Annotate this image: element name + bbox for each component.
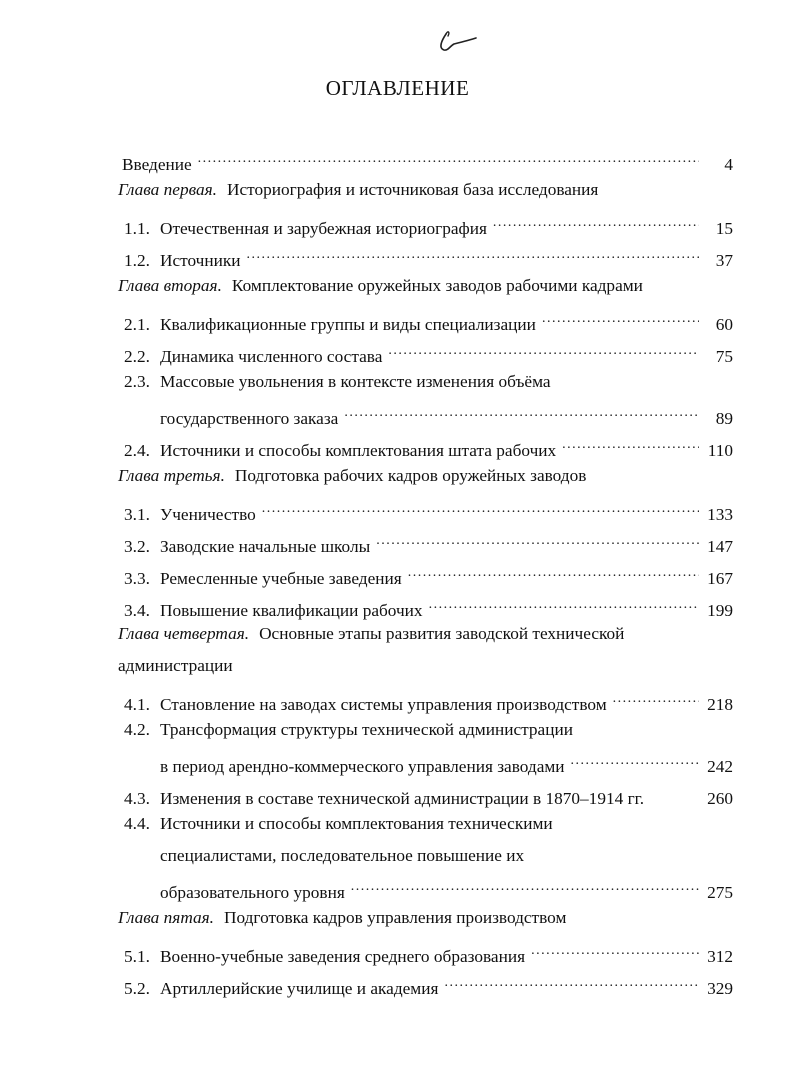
- section-number: 4.2.: [124, 720, 150, 739]
- entry-title: Становление на заводах системы управления производством: [160, 695, 607, 714]
- entry-page: 242: [707, 757, 733, 776]
- toc-entry: [124, 370, 733, 394]
- chapter-title: Комплектование оружейных заводов рабочими кадрами: [231, 276, 643, 295]
- section-number: 1.2.: [124, 251, 150, 270]
- entry-page: 15: [715, 219, 733, 238]
- entry-page: 110: [707, 441, 733, 460]
- section-number: 2.4.: [124, 441, 150, 460]
- dot-leader: [344, 400, 699, 424]
- entry-page: 312: [707, 947, 733, 966]
- entry-title: Ремесленные учебные заведения: [160, 569, 402, 588]
- dot-leader: [444, 970, 699, 994]
- chapter-title: Основные этапы развития заводской технической: [259, 624, 625, 643]
- toc-entry: [124, 528, 733, 556]
- dot-leader: [198, 146, 699, 170]
- toc-entry: [124, 686, 733, 714]
- section-number: 3.1.: [124, 505, 150, 524]
- entry-page: 60: [715, 315, 733, 334]
- section-number: 4.1.: [124, 695, 150, 714]
- toc-entry: [124, 242, 733, 270]
- entry-page: 133: [707, 505, 733, 524]
- chapter-heading-continuation: [118, 654, 233, 678]
- entry-title: Трансформация структуры технической администрации: [160, 720, 573, 739]
- chapter-heading: [118, 906, 566, 930]
- chapter-label: Глава первая.: [118, 180, 217, 199]
- section-number: 2.3.: [124, 372, 150, 391]
- entry-title: Введение: [122, 155, 192, 174]
- toc-entry: [124, 432, 733, 460]
- entry-title: Повышение квалификации рабочих: [160, 601, 423, 620]
- entry-page: 329: [707, 979, 733, 998]
- entry-title: Массовые увольнения в контексте изменения объёма: [160, 372, 551, 391]
- toc-entry-continuation: [160, 748, 733, 776]
- toc-entry: [124, 496, 733, 524]
- dot-leader: [262, 496, 699, 520]
- chapter-label: Глава вторая.: [118, 276, 222, 295]
- section-number: 2.2.: [124, 347, 150, 366]
- toc-entry-continuation: [160, 874, 733, 902]
- dot-leader: [408, 560, 699, 584]
- section-number: 3.2.: [124, 537, 150, 556]
- chapter-heading: [118, 464, 586, 488]
- dot-leader: [613, 686, 699, 710]
- entry-page: 275: [707, 883, 733, 902]
- dot-leader: [542, 306, 699, 330]
- dot-leader: [429, 592, 699, 616]
- entry-page: 89: [715, 409, 733, 428]
- dot-leader: [351, 874, 699, 898]
- entry-title: Изменения в составе технической администрации в 1870–1914 гг.: [160, 789, 645, 808]
- chapter-title: Подготовка кадров управления производством: [224, 908, 567, 927]
- toc-entry: [124, 718, 733, 742]
- toc-entry: [124, 970, 733, 998]
- dot-leader: [376, 528, 699, 552]
- dot-leader: [531, 938, 699, 962]
- dot-leader: [388, 338, 699, 362]
- chapter-heading: [118, 622, 624, 646]
- dot-leader: [493, 210, 699, 234]
- entry-title: Артиллерийские училище и академия: [160, 979, 439, 998]
- toc-entry: [124, 306, 733, 334]
- entry-title: Отечественная и зарубежная историография: [160, 219, 487, 238]
- section-number: 1.1.: [124, 219, 150, 238]
- section-number: 4.4.: [124, 814, 150, 833]
- chapter-label: Глава пятая.: [118, 908, 215, 927]
- chapter-heading: [118, 274, 643, 298]
- entry-title: специалистами, последовательное повышение их: [160, 846, 525, 865]
- section-number: 5.1.: [124, 947, 150, 966]
- toc-entry: [124, 210, 733, 238]
- dot-leader: [562, 432, 699, 456]
- section-number: 2.1.: [124, 315, 150, 334]
- entry-title: Источники: [160, 251, 241, 270]
- entry-title: Источники и способы комплектования штата рабочих: [160, 441, 557, 460]
- entry-page: 37: [715, 251, 733, 270]
- entry-title: образовательного уровня: [160, 883, 345, 902]
- toc-entry-continuation: [160, 400, 733, 428]
- entry-title: Заводские начальные школы: [160, 537, 371, 556]
- chapter-label: Глава третья.: [118, 466, 225, 485]
- page-title: ОГЛАВЛЕНИЕ: [325, 76, 470, 100]
- entry-title: Квалификационные группы и виды специализации: [160, 315, 536, 334]
- entry-page: 260: [707, 789, 733, 808]
- chapter-title: администрации: [118, 656, 233, 675]
- toc-entry: [124, 780, 733, 808]
- entry-title: Ученичество: [160, 505, 256, 524]
- dot-leader: [247, 242, 700, 266]
- toc-entry: [124, 938, 733, 966]
- entry-page: 218: [707, 695, 733, 714]
- chapter-heading: [118, 178, 598, 202]
- section-number: 5.2.: [124, 979, 150, 998]
- toc-entry-continuation: [160, 844, 524, 868]
- entry-page: 167: [707, 569, 733, 588]
- chapter-label: Глава четвертая.: [118, 624, 250, 643]
- entry-title: Военно-учебные заведения среднего образования: [160, 947, 526, 966]
- entry-page: 75: [715, 347, 733, 366]
- section-number: 4.3.: [124, 789, 150, 808]
- toc-entry: [124, 338, 733, 366]
- entry-page: 4: [724, 155, 733, 174]
- entry-title: в период арендно-коммерческого управления заводами: [160, 757, 565, 776]
- entry-title: Источники и способы комплектования техническими: [160, 814, 553, 833]
- section-number: 3.4.: [124, 601, 150, 620]
- entry-page: 199: [707, 601, 733, 620]
- chapter-title: Историография и источниковая база исследования: [226, 180, 599, 199]
- chapter-title: Подготовка рабочих кадров оружейных заводов: [234, 466, 587, 485]
- toc-entry: [124, 592, 733, 620]
- toc-entry-intro: [122, 146, 733, 174]
- section-number: 3.3.: [124, 569, 150, 588]
- entry-title: государственного заказа: [160, 409, 339, 428]
- toc-entry: [124, 812, 733, 836]
- toc-entry: [124, 560, 733, 588]
- dot-leader: [571, 748, 699, 772]
- entry-title: Динамика численного состава: [160, 347, 383, 366]
- entry-page: 147: [707, 537, 733, 556]
